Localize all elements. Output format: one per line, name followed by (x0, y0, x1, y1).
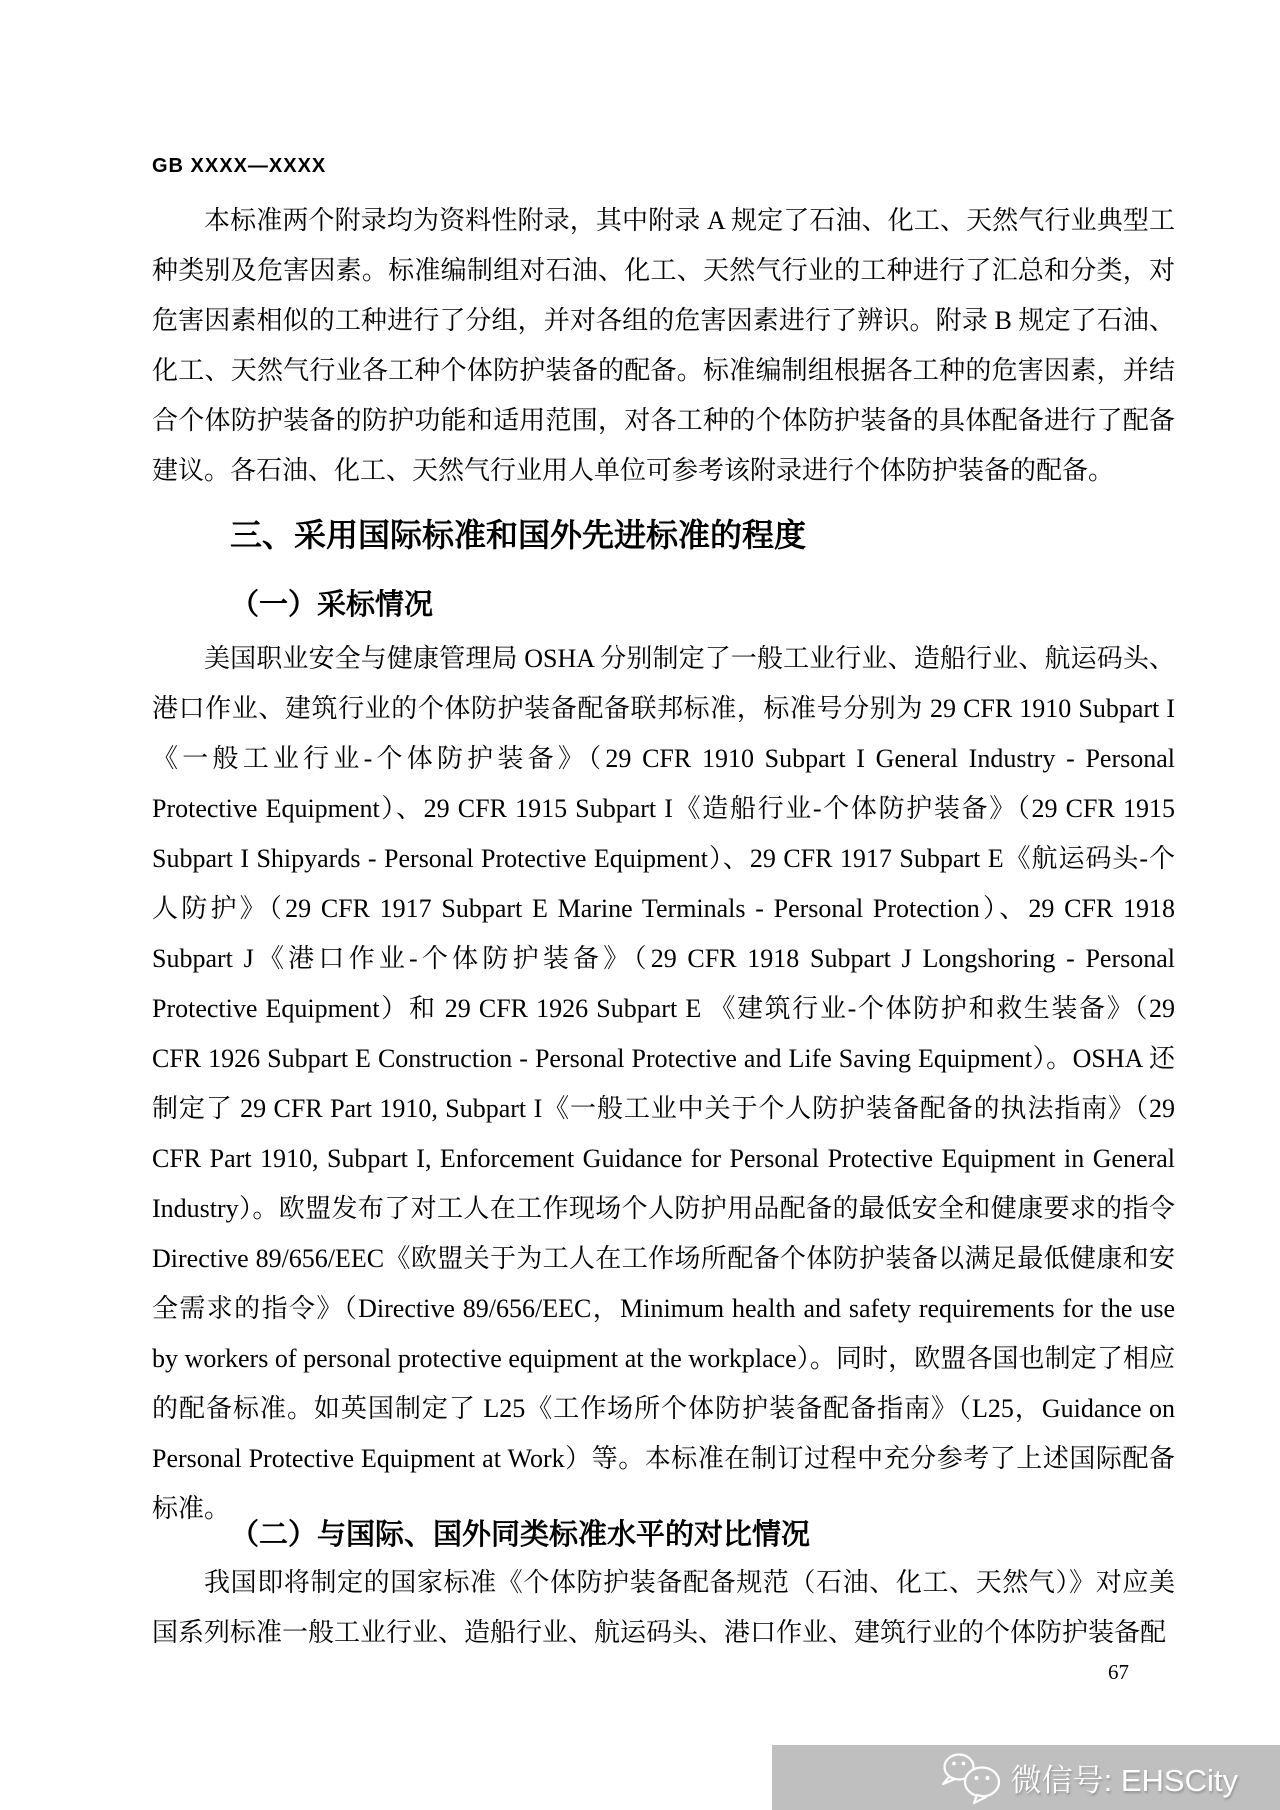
wechat-icon (939, 1751, 1005, 1805)
subsection-heading-1-adoption-status: （一）采标情况 (230, 589, 434, 621)
paragraph-comparison-intro: 我国即将制定的国家标准《个体防护装备配备规范（石油、化工、天然气）》对应美国系列标准一般工业行业、造船行业、航运码头、港口作业、建筑行业的个体防护装备配 (152, 1568, 1175, 1647)
paragraph-international-standards: 美国职业安全与健康管理局 OSHA 分别制定了一般工业行业、造船行业、航运码头、港口作业、建筑行业的个体防护装备配备联邦标准，标准号分别为 29 CFR 1910 Subpart I《一般工业行业-个体防护装备》（29 CFR 1910 Subpart I General Industry - Personal Protective Equipment）、29 CFR 1915 Subpart I《造船行业-个体防护装备》（29 CFR 1915 Subpart I Shipyards - Personal Protective Equipment）、29 CFR 1917 Subpart E《航运码头-个人防护》（29 CFR 1917 Subpart E Marine Terminals - Personal Protection）、29 CFR 1918 Subpart J《港口作业-个体防护装备》（29 CFR 1918 Subpart J Longshoring - Personal Protective Equipment）和 29 CFR 1926 Subpart E 《建筑行业-个体防护和救生装备》（29 CFR 1926 Subpart E Construction - Personal Protective and Life Saving Equipment）。OSHA 还制定了 29 CFR Part 1910, Subpart I《一般工业中关于个人防护装备配备的执法指南》（29 CFR Part 1910, Subpart I, Enforcement Guidance for Personal Protective Equipment in General Industry）。欧盟发布了对工人在工作现场个人防护用品配备的最低安全和健康要求的指令 Directive 89/656/EEC《欧盟关于为工人在工作场所配备个体防护装备以满足最低健康和安全需求的指令》（Directive 89/656/EEC，Minimum health and safety requirements for the use by workers of personal protective equipment at the workplace）。同时，欧盟各国也制定了相应的配备标准。如英国制定了 L25《工作场所个体防护装备配备指南》（L25，Guidance on Personal Protective Equipment at Work）等。本标准在制订过程中充分参考了上述国际配备标准。 (152, 644, 1175, 1523)
paragraph-appendices-intro: 本标准两个附录均为资料性附录，其中附录 A 规定了石油、化工、天然气行业典型工种类别及危害因素。标准编制组对石油、化工、天然气行业的工种进行了汇总和分类，对危害因素相似的工种进行了分组，并对各组的危害因素进行了辨识。附录 B 规定了石油、化工、天然气行业各工种个体防护装备的配备。标准编制组根据各工种的危害因素，并结合个体防护装备的防护功能和适用范围，对各工种的个体防护装备的具体配备进行了配备建议。各石油、化工、天然气行业用人单位可参考该附录进行个体防护装备的配备。 (152, 206, 1175, 485)
watermark-label: 微信号: EHSCity (1010, 1763, 1238, 1798)
section-heading-3: 三、采用国际标准和国外先进标准的程度 (230, 516, 807, 553)
document-code-header: GB XXXX—XXXX (152, 155, 327, 177)
watermark-band (772, 1745, 1280, 1810)
page-number: 67 (1108, 1660, 1129, 1684)
subsection-heading-2-comparison: （二）与国际、国外同类标准水平的对比情况 (230, 1519, 811, 1551)
